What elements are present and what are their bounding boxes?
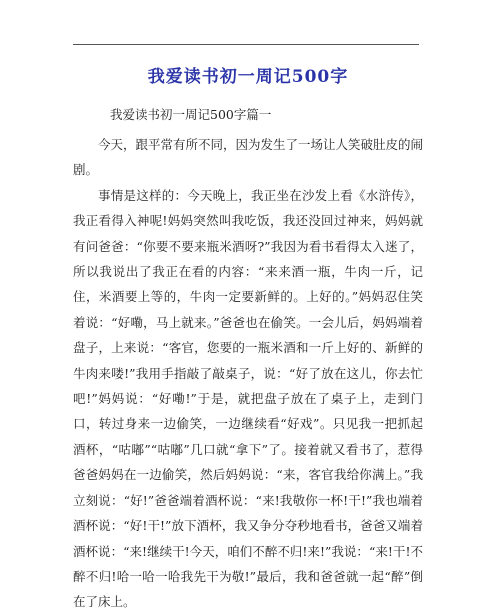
article-body xyxy=(73,132,423,615)
paragraph: 事情是这样的：今天晚上，我正坐在沙发上看《水浒传》，我正看得入神呢!妈妈突然叫我吃饭，我还没回过神来，妈妈就有问爸爸：“你要不要来瓶米酒呀?”我因为看书看得太入迷了，所以我说出了我正在看的内容：“来来酒一瓶，牛肉一斤，记住，米酒要上等的，牛肉一定要新鲜的。上好的。”妈妈忍住笑着说：“好嘞，马上就来。”爸爸也在偷笑。一会儿后，妈妈端着盘子，上来说：“客官，您要的一瓶米酒和一斤上好的、新鲜的牛肉来喽!”我用手指敲了敲桌子，说：“好了放在这儿，你去忙吧!”妈妈说：“好嘞!”于是，就把盘子放在了桌子上，走到门口，转过身来一边偷笑，一边继续看“好戏”。只见我一把抓起酒杯，“咕嘟”“咕嘟”几口就“拿下”了。接着就又看书了，惹得爸爸妈妈在一边偷笑，然后妈妈说：“来，客官我给你满上。”我立刻说：“好!”爸爸端着酒杯说：“来!我敬你一杯!干!”我也端着酒杯说：“好!干!”放下酒杯，我又争分夺秒地看书，爸爸又端着酒杯说：“来!继续干!今天，咱们不醉不归!来!”我说：“来!干!不醉不归!哈一哈一哈我先干为敬!”最后，我和爸爸就一起“醉”倒在了床上。 xyxy=(73,187,423,610)
paragraph: 今天，跟平常有所不同，因为发生了一场让人笑破肚皮的闹剧。 xyxy=(73,137,424,178)
page-title: 我爱读书初一周记500字 xyxy=(147,67,349,87)
header-rule xyxy=(73,44,419,45)
article-subtitle: 我爱读书初一周记500字篇一 xyxy=(110,107,272,122)
